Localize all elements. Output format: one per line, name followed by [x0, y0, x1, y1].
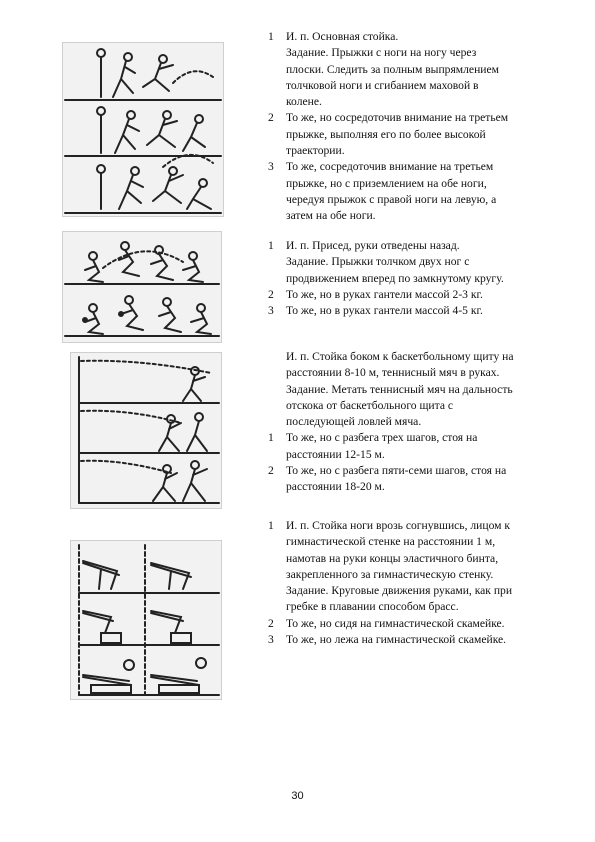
- list-item: Задание. Круговые движения руками, как при гребке в плавании способом брасс.: [286, 584, 513, 614]
- list-item: 2 То же, но с разбега пяти-семи шагов, стоя на расстоянии 18-20 м.: [268, 464, 507, 494]
- figure-jumps-leg-to-leg: [62, 42, 224, 217]
- figure-ball-throws: [70, 352, 222, 509]
- list-item: 3 То же, но лежа на гимнастической скамейке.: [268, 633, 507, 647]
- list-item: 1 То же, но с разбега трех шагов, стоя на расстоянии 12-15 м.: [268, 431, 478, 461]
- page-number: 30: [291, 790, 304, 802]
- list-item: Задание. Прыжки с ноги на ногу через плоски. Следить за полным выпрямлением толчковой ноги и сгибанием маховой в колене.: [286, 46, 499, 109]
- illustration-throwing-athletes: [71, 353, 221, 508]
- list-item: 3 То же, сосредоточив внимание на третьем прыжке, но с приземлением на обе ноги, чередуя прыжок с правой ноги на левую, а затем на обе ноги.: [268, 160, 497, 223]
- illustration-wall-bars-exercises: [71, 541, 221, 699]
- exercise-block-elastic-band: [268, 518, 516, 648]
- figure-crouch-jumps: [62, 231, 222, 343]
- list-item: Задание. Метать теннисный мяч на дальность отскока от баскетбольного щита с последующей ловлей мяча.: [286, 382, 513, 429]
- exercise-block-crouch-jumps: [268, 238, 516, 319]
- figure-elastic-band-strokes: [70, 540, 222, 700]
- exercise-block-ball-throws: [268, 349, 516, 496]
- list-item: Задание. Прыжки толчком двух ног с продвижением вперед по замкнутому кругу.: [286, 255, 504, 285]
- list-item: 1 И. п. Присед, руки отведены назад.: [268, 239, 460, 252]
- list-item: 2 То же, но сидя на гимнастической скамейке.: [268, 616, 505, 630]
- exercise-block-jumps: [268, 29, 516, 225]
- list-item: 2 То же, но сосредоточив внимание на третьем прыжке, выполняя его по более высокой траектории.: [268, 111, 509, 158]
- list-item: 1 И. п. Основная стойка.: [268, 30, 399, 43]
- list-item: 1 И. п. Стойка ноги врозь согнувшись, лицом к гимнастической стенке на расстоянии 1 м, намотав на руки концы эластичного бинта, закрепленного за гимнастическую стенку.: [268, 519, 511, 581]
- illustration-crouch-jumping: [63, 232, 221, 342]
- list-item: 3 То же, но в руках гантели массой 4-5 кг.: [268, 304, 483, 318]
- list-item: И. п. Стойка боком к баскетбольному щиту на расстоянии 8-10 м, теннисный мяч в руках.: [286, 350, 514, 380]
- illustration-jumping-athletes: [63, 43, 223, 216]
- list-item: 2 То же, но в руках гантели массой 2-3 кг.: [268, 287, 483, 301]
